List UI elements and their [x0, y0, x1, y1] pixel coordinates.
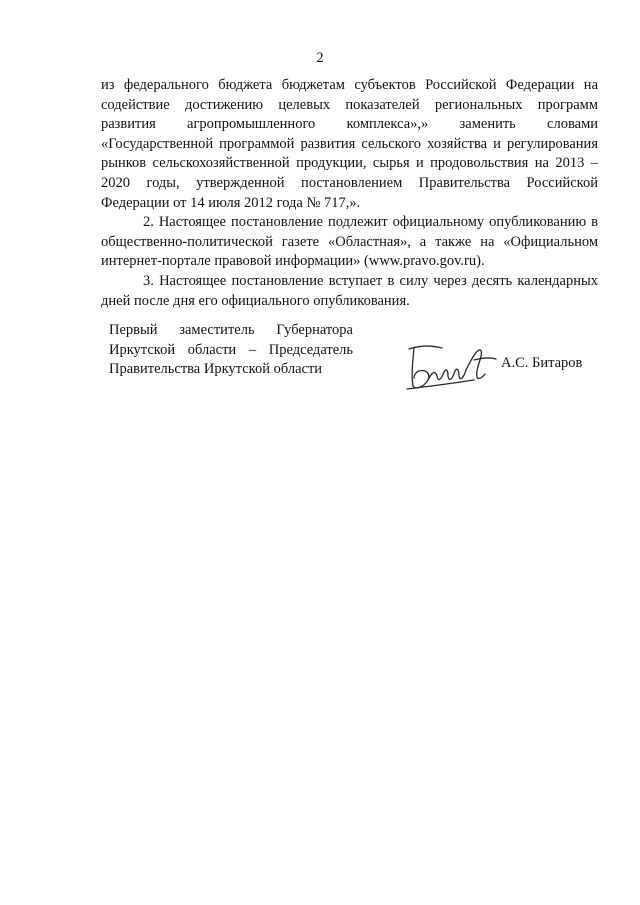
document-body: [101, 76, 598, 311]
paragraph-publication: 2. Настоящее постановление подлежит официальному опубликованию в общественно-политической газете «Областная», а также на «Официальном интернет-портале правовой информации» (www.pravo.gov.ru).: [101, 214, 598, 270]
page-number: 2: [316, 50, 324, 66]
signatory-position-line: Первый заместитель Губернатора: [109, 322, 353, 338]
signatory-position-line: Иркутской области – Председатель: [109, 341, 353, 358]
signatory-position-line: Правительства Иркутской области: [109, 361, 323, 378]
paragraph-continuation: из федерального бюджета бюджетам субъектов Российской Федерации на содействие достижению целевых показателей региональных программ развития агропромышленного комплекса»,» заменить словами «Государственной программой развития сельского хозяйства и регулирования рынков сельскохозяйственной продукции, сырья и продовольствия на 2013 – 2020 годы, утвержденной постановлением Правительства Российской Федерации от 14 июля 2012 года № 717,».: [101, 77, 598, 211]
handwritten-signature: [404, 340, 500, 394]
paragraph-effective-date: 3. Настоящее постановление вступает в силу через десять календарных дней после дня его официального опубликования.: [101, 272, 598, 309]
signatory-position: [109, 321, 353, 380]
signer-name: А.С. Битаров: [501, 355, 583, 371]
